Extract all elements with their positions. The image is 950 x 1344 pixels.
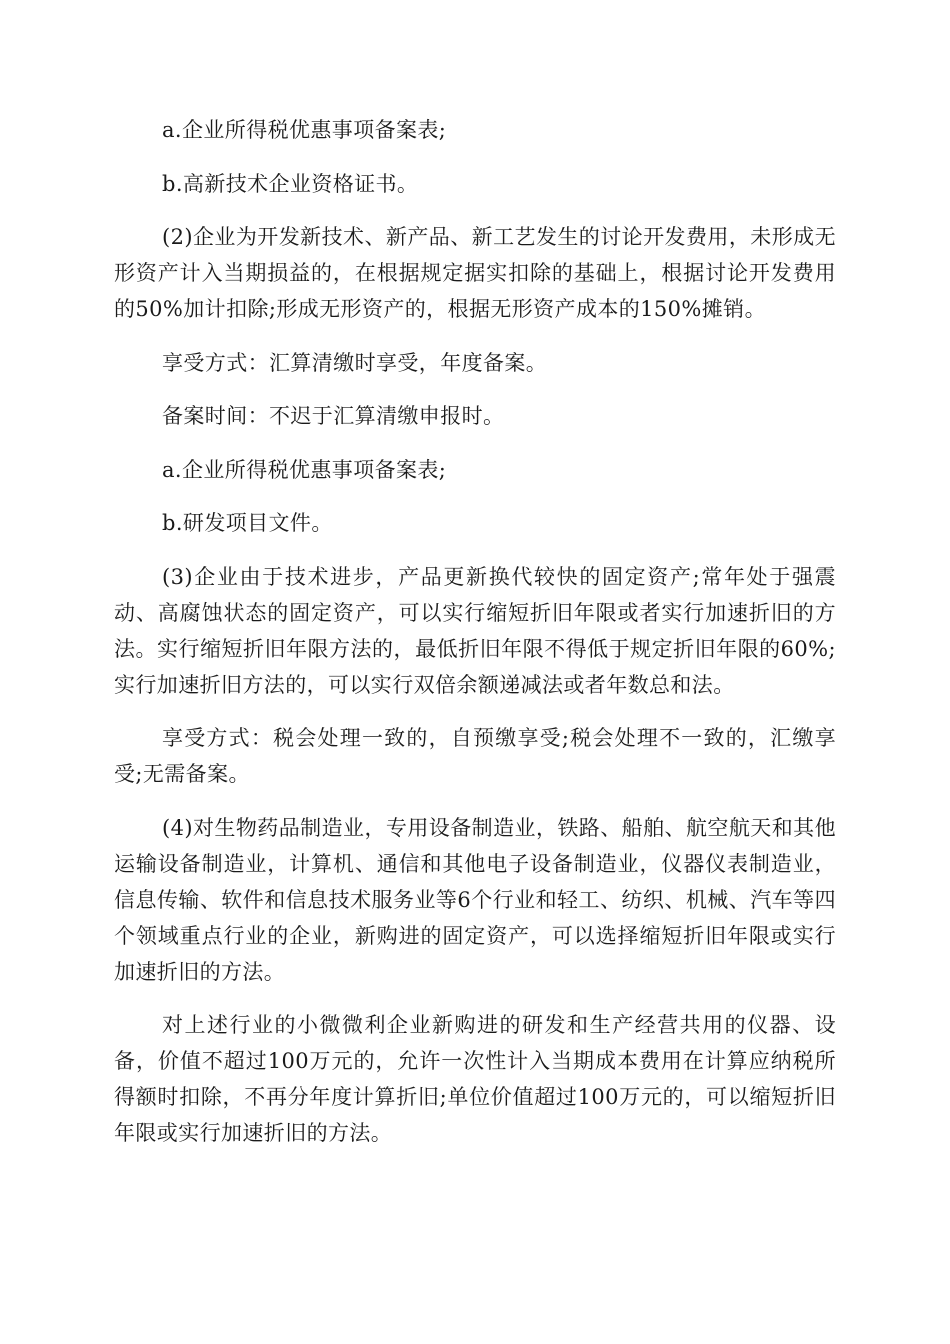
paragraph-form-a-2: a.企业所得税优惠事项备案表; — [162, 457, 447, 482]
paragraph-form-a-1: a.企业所得税优惠事项备案表; — [162, 118, 447, 142]
paragraph-item-3: (3)企业由于技术进步，产品更新换代较快的固定资产;常年处于强震动、高腐蚀状态的固定资产，可以实行缩短折旧年限或者实行加速折旧的方法。实行缩短折旧年限方法的，最低折旧年限不得低于规定折旧年限的60%;实行加速折旧方法的，可以实行双倍余额递减法或者年数总和法。 — [114, 564, 836, 697]
paragraph-form-b-1: b.高新技术企业资格证书。 — [162, 171, 419, 196]
paragraph-enjoy-method-2: 享受方式：税会处理一致的，自预缴享受;税会处理不一致的，汇缴享受;无需备案。 — [114, 726, 836, 786]
paragraph-filing-time: 备案时间：不迟于汇算清缴申报时。 — [162, 404, 505, 428]
paragraph-small-enterprise: 对上述行业的小微微利企业新购进的研发和生产经营共用的仪器、设备，价值不超过100万元的，允许一次性计入当期成本费用在计算应纳税所得额时扣除，不再分年度计算折旧;单位价值超过100万元的，可以缩短折旧年限或实行加速折旧的方法。 — [114, 1013, 836, 1145]
paragraph-enjoy-method-1: 享受方式：汇算清缴时享受，年度备案。 — [162, 350, 548, 375]
paragraph-item-4: (4)对生物药品制造业，专用设备制造业，铁路、船舶、航空航天和其他运输设备制造业，计算机、通信和其他电子设备制造业，仪器仪表制造业，信息传输、软件和信息技术服务业等6个行业和轻工、纺织、机械、汽车等四个领域重点行业的企业，新购进的固定资产，可以选择缩短折旧年限或实行加速折旧的方法。 — [114, 815, 836, 984]
paragraph-item-2: (2)企业为开发新技术、新产品、新工艺发生的讨论开发费用，未形成无形资产计入当期损益的，在根据规定据实扣除的基础上，根据讨论开发费用的50%加计扣除;形成无形资产的，根据无形资产成本的150%摊销。 — [114, 225, 836, 321]
paragraph-form-b-2: b.研发项目文件。 — [162, 511, 333, 535]
